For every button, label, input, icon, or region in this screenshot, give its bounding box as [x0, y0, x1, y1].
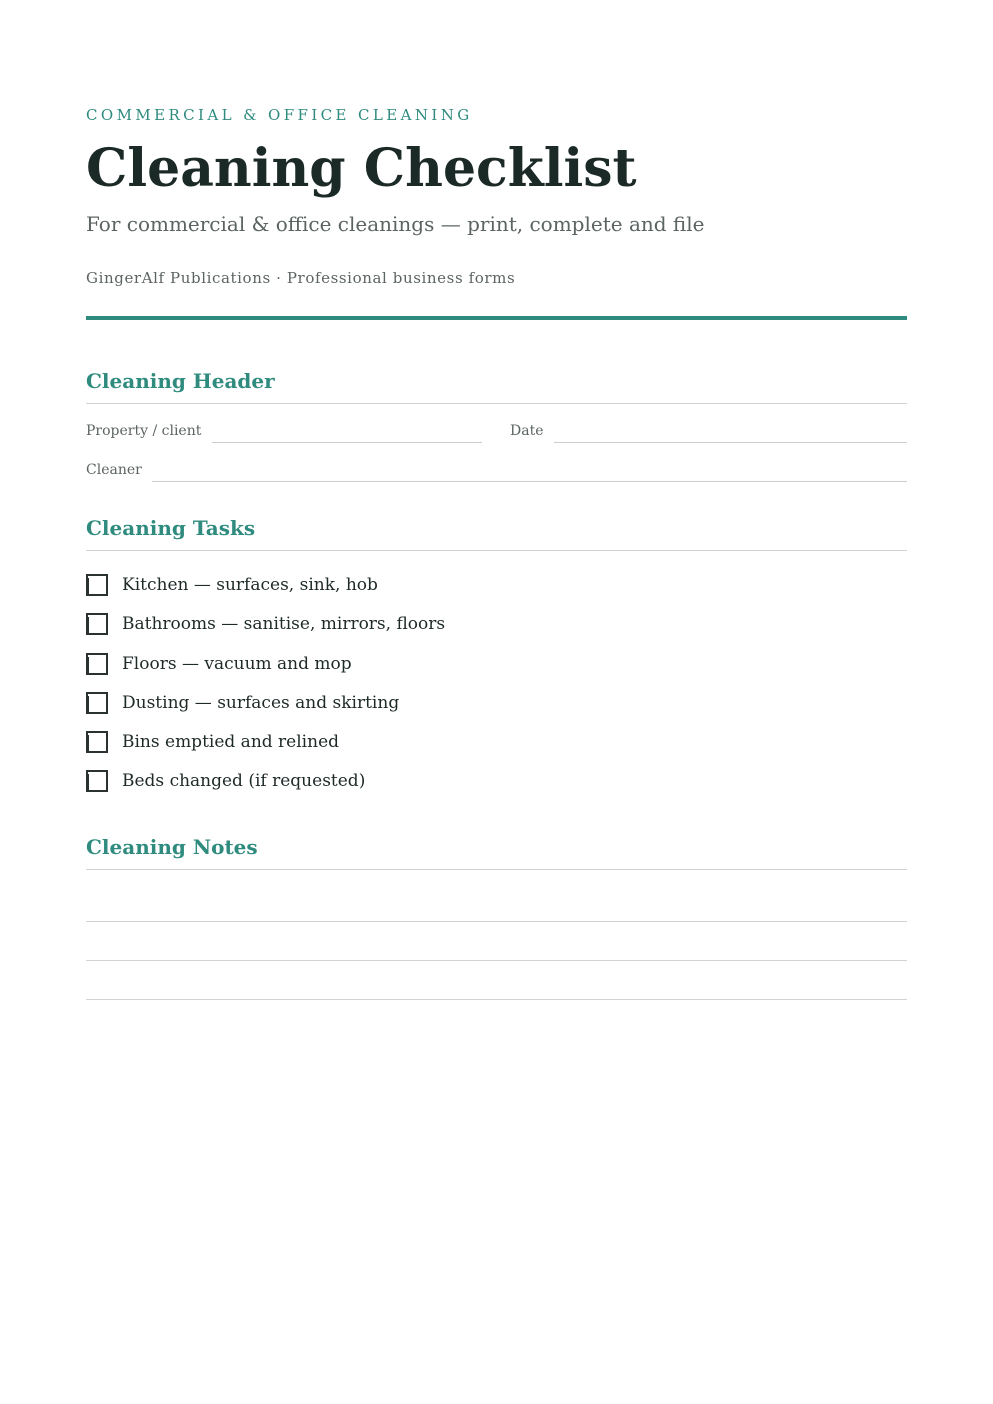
date-field[interactable]: [554, 442, 907, 443]
task-label: Dusting — surfaces and skirting: [122, 693, 400, 713]
task-checkbox[interactable]: [86, 653, 108, 675]
cleaner-field[interactable]: [152, 481, 907, 482]
task-checkbox[interactable]: [86, 613, 108, 635]
task-item-kitchen[interactable]: [86, 573, 378, 597]
task-label: Beds changed (if requested): [122, 771, 366, 791]
section-divider-cleaning-tasks: [86, 550, 907, 551]
cleaner-label: Cleaner: [86, 462, 142, 478]
notes-line[interactable]: [86, 999, 907, 1000]
publisher-line: GingerAlf Publications · Professional business forms: [86, 269, 516, 287]
section-title-cleaning-header: Cleaning Header: [86, 369, 275, 393]
property-client-field[interactable]: [212, 442, 482, 443]
page-title: Cleaning Checklist: [86, 138, 637, 199]
property-client-label: Property / client: [86, 423, 202, 439]
section-title-cleaning-tasks: Cleaning Tasks: [86, 516, 256, 540]
section-divider-cleaning-header: [86, 403, 907, 404]
task-label: Kitchen — surfaces, sink, hob: [122, 575, 378, 595]
notes-line[interactable]: [86, 960, 907, 961]
task-item-dusting[interactable]: [86, 691, 399, 715]
task-checkbox[interactable]: [86, 574, 108, 596]
task-checkbox[interactable]: [86, 692, 108, 714]
category-eyebrow: COMMERCIAL & OFFICE CLEANING: [86, 106, 473, 124]
header-divider: [86, 316, 907, 320]
task-label: Bathrooms — sanitise, mirrors, floors: [122, 614, 446, 634]
task-label: Floors — vacuum and mop: [122, 654, 352, 674]
date-label: Date: [510, 423, 544, 439]
task-item-floors[interactable]: [86, 652, 352, 676]
task-checkbox[interactable]: [86, 770, 108, 792]
section-title-cleaning-notes: Cleaning Notes: [86, 835, 258, 859]
page-subtitle: For commercial & office cleanings — print, complete and file: [86, 212, 705, 236]
task-checkbox[interactable]: [86, 731, 108, 753]
task-label: Bins emptied and relined: [122, 732, 340, 752]
task-item-beds[interactable]: [86, 769, 365, 793]
section-divider-cleaning-notes: [86, 869, 907, 870]
task-item-bathrooms[interactable]: [86, 612, 445, 636]
task-item-bins[interactable]: [86, 730, 339, 754]
notes-line[interactable]: [86, 921, 907, 922]
